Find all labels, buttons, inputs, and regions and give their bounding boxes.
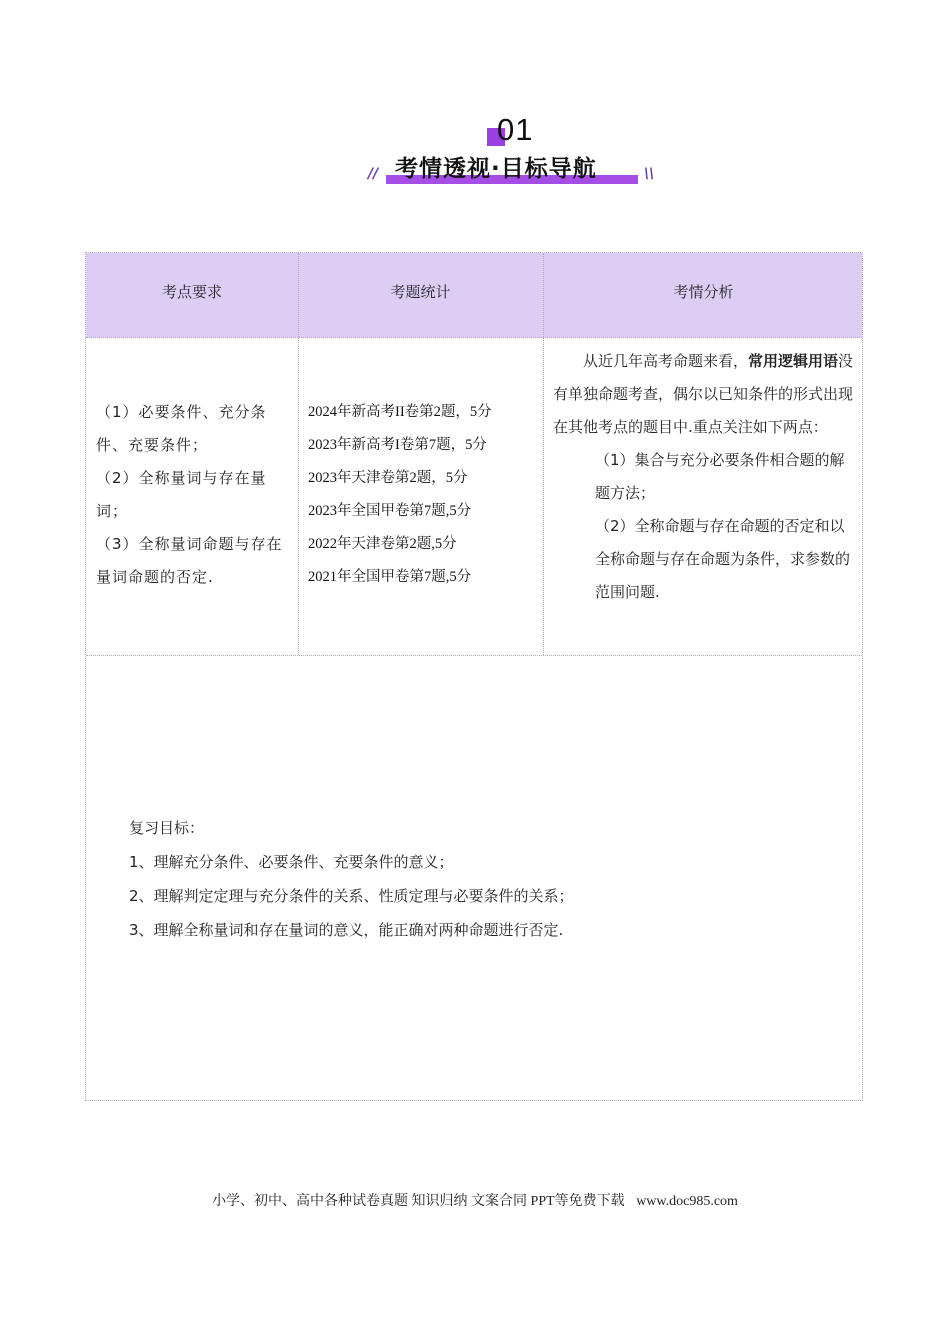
table-header-row [86, 253, 862, 338]
requirement-item: （1）必要条件、充分条件、充要条件； [96, 403, 267, 454]
column-divider [543, 253, 544, 655]
header-analysis: 考情分析 [673, 283, 734, 301]
review-item: 2、理解判定定理与充分条件的关系、性质定理与必要条件的关系； [129, 887, 574, 905]
review-item: 1、理解充分条件、必要条件、充要条件的意义； [129, 853, 454, 871]
section-title: 考情透视·目标导航 [395, 156, 597, 182]
analysis-paragraph [553, 345, 857, 444]
stat-item: 2021年全国甲卷第7题,5分 [308, 569, 472, 585]
row-divider [86, 655, 862, 656]
footer-url[interactable]: www.doc985.com [636, 1194, 738, 1209]
analysis-rest: 没有单独命题考查，偶尔以已知条件的形式出现在其他考点的题目中.重点关注如下两点： [553, 352, 854, 436]
requirement-item: （2）全称量词与存在量词； [96, 469, 267, 520]
analysis-cell [553, 345, 857, 609]
review-label: 复习目标： [129, 819, 205, 837]
section-header [0, 110, 950, 200]
stat-item: 2023年全国甲卷第7题,5分 [308, 503, 472, 519]
stat-item: 2022年天津卷第2题,5分 [308, 536, 457, 552]
stat-item: 2023年天津卷第2题，5分 [308, 470, 468, 486]
requirement-item: （3）全称量词命题与存在量词命题的否定. [96, 535, 283, 586]
review-goals [129, 811, 829, 947]
stat-item: 2023年新高考I卷第7题，5分 [308, 437, 487, 453]
slash-left-decoration: // [368, 166, 379, 182]
exam-analysis-table [85, 252, 863, 1101]
analysis-bold-term: 常用逻辑用语 [748, 352, 839, 370]
analysis-point-1: （1）集合与充分必要条件相合题的解题方法； [595, 451, 845, 502]
analysis-point-2: （2）全称命题与存在命题的否定和以全称命题与存在命题为条件，求参数的范围问题. [595, 517, 851, 601]
requirements-cell [96, 396, 296, 594]
header-requirements: 考点要求 [161, 283, 222, 301]
section-number: 01 [497, 112, 534, 147]
page-footer [0, 1190, 950, 1210]
stat-item: 2024年新高考II卷第2题，5分 [308, 404, 492, 420]
column-divider [298, 253, 299, 655]
slash-right-decoration: \\ [644, 166, 655, 182]
analysis-intro: 从近几年高考命题来看， [583, 352, 749, 370]
statistics-cell [308, 396, 540, 594]
review-item: 3、理解全称量词和存在量词的意义，能正确对两种命题进行否定. [129, 921, 564, 939]
footer-text: 小学、初中、高中各种试卷真题 知识归纳 文案合同 PPT等免费下载 [212, 1194, 625, 1209]
header-statistics: 考题统计 [390, 283, 451, 301]
